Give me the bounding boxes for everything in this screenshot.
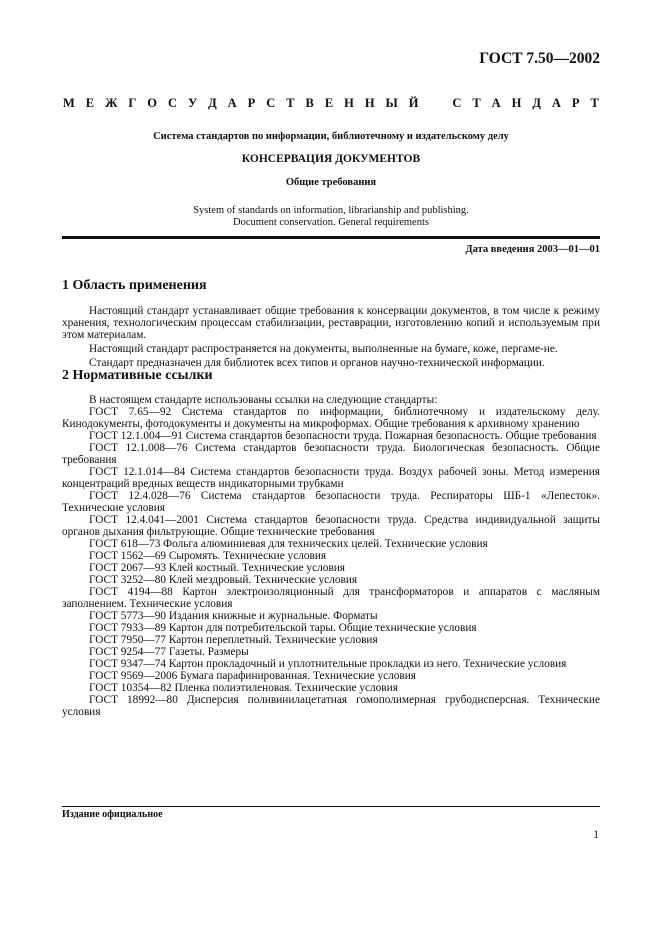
- banner-letter: Е: [324, 96, 334, 110]
- banner-letter: У: [187, 96, 198, 110]
- banner-letter: Е: [85, 96, 95, 110]
- document-subtitle: Общие требования: [285, 177, 377, 188]
- normative-reference-item: ГОСТ 18992—80 Дисперсия поливинилацетатная гомополимерная грубодисперсная. Технические условия: [62, 694, 600, 718]
- banner-letter: А: [491, 96, 501, 110]
- normative-reference-item: ГОСТ 12.1.008—76 Система стандартов безопасности труда. Биологическая безопасность. Общие требования: [62, 442, 600, 466]
- section-1-body: [62, 305, 600, 369]
- banner-letter: А: [227, 96, 237, 110]
- title-divider: [62, 236, 600, 239]
- banner-letter: Ж: [105, 96, 118, 110]
- section-2-heading: 2 Нормативные ссылки: [62, 368, 213, 383]
- section-1-paragraph: Настоящий стандарт распространяется на документы, выполненные на бумаге, коже, пергаме-не.: [89, 343, 558, 355]
- introduction-date: Дата введения 2003—01—01: [465, 244, 600, 255]
- banner-letter: Й: [408, 96, 419, 110]
- banner-letter: Ы: [385, 96, 398, 110]
- normative-reference-item: ГОСТ 12.1.004—91 Система стандартов безопасности труда. Пожарная безопасность. Общие требования: [89, 430, 597, 442]
- document-title: КОНСЕРВАЦИЯ ДОКУМЕНТОВ: [241, 153, 421, 165]
- normative-reference-item: ГОСТ 5773—90 Издания книжные и журнальные. Форматы: [89, 610, 378, 622]
- normative-reference-item: ГОСТ 10354—82 Пленка полиэтиленовая. Технические условия: [89, 682, 398, 694]
- banner-letter: Д: [208, 96, 217, 110]
- normative-reference-item: ГОСТ 9254—77 Газеты. Размеры: [89, 646, 249, 658]
- section-1-heading: 1 Область применения: [62, 278, 207, 293]
- normative-reference-item: ГОСТ 7.65—92 Система стандартов по информации, библиотечному и издательскому делу. Кинодокументы, фотодокументы и документы на микроформах. Общие требования к архивному хранению: [62, 406, 600, 430]
- english-title-line-2: Document conservation. General requirements: [233, 217, 429, 228]
- banner-gap: [429, 96, 441, 111]
- normative-reference-item: ГОСТ 1562—69 Сыромять. Технические условия: [89, 550, 327, 562]
- banner-letter: С: [266, 96, 276, 110]
- document-code: ГОСТ 7.50—2002: [479, 50, 600, 67]
- normative-reference-item: ГОСТ 3252—80 Клей мездровый. Технические условия: [89, 574, 358, 586]
- standards-series-title: Система стандартов по информации, библиотечному и издательскому делу: [153, 131, 509, 142]
- banner-letter: М: [63, 96, 75, 110]
- banner-letter: С: [167, 96, 178, 110]
- banner-letter: О: [147, 96, 158, 110]
- banner-letter: Т: [286, 96, 295, 110]
- official-edition-label: Издание официальное: [62, 809, 163, 820]
- banner-letter: Г: [128, 96, 137, 110]
- english-title-line-1: System of standards on information, librarianship and publishing.: [193, 205, 469, 216]
- banner-letter: А: [551, 96, 561, 110]
- banner-letter: Р: [571, 96, 580, 110]
- section-2-body: [62, 394, 600, 718]
- section-1-paragraph: Настоящий стандарт устанавливает общие требования к консервации документов, в том числе к режиму хранения, технологическим процессам стабилизации, реставрации, изготовлению копий и используемым при этом материалам.: [62, 305, 600, 341]
- banner-letter: Т: [590, 96, 599, 110]
- banner-letter: Т: [472, 96, 481, 110]
- page-number: 1: [593, 829, 599, 841]
- banner-letter: В: [305, 96, 314, 110]
- normative-reference-item: ГОСТ 4194—88 Картон электроизоляционный для трансформаторов и аппаратов с масляным заполнением. Технические условия: [62, 586, 600, 610]
- interstate-standard-banner: [63, 96, 599, 111]
- normative-reference-item: ГОСТ 12.1.014—84 Система стандартов безопасности труда. Воздух рабочей зоны. Метод измерения концентраций вредных веществ индикаторными трубками: [62, 466, 600, 490]
- section-1-paragraph: Стандарт предназначен для библиотек всех типов и органов научно-технической информации.: [89, 357, 545, 369]
- banner-letter: Н: [511, 96, 522, 110]
- normative-reference-item: ГОСТ 9347—74 Картон прокладочный и уплотнительные прокладки из него. Технические условия: [89, 658, 567, 670]
- banner-letter: Н: [344, 96, 354, 110]
- banner-letter: С: [452, 96, 462, 110]
- normative-reference-item: ГОСТ 7933—89 Картон для потребительской тары. Общие технические условия: [89, 622, 477, 634]
- normative-reference-item: ГОСТ 618—73 Фольга алюминиевая для технических целей. Технические условия: [89, 538, 488, 550]
- normative-reference-item: ГОСТ 2067—93 Клей костный. Технические условия: [89, 562, 345, 574]
- normative-reference-item: ГОСТ 12.4.041—2001 Система стандартов безопасности труда. Средства индивидуальной защиты органов дыхания фильтрующие. Общие технические требования: [62, 514, 600, 538]
- normative-reference-item: ГОСТ 9569—2006 Бумага парафинированная. Технические условия: [89, 670, 416, 682]
- banner-letter: Н: [364, 96, 375, 110]
- normative-reference-item: В настоящем стандарте использованы ссылки на следующие стандарты:: [89, 394, 438, 406]
- normative-reference-item: ГОСТ 7950—77 Картон переплетный. Технические условия: [89, 634, 378, 646]
- footer-divider: [62, 806, 600, 807]
- normative-reference-item: ГОСТ 12.4.028—76 Система стандартов безопасности труда. Респираторы ШБ-1 «Лепесток». Технические условия: [62, 490, 600, 514]
- banner-letter: Д: [532, 96, 541, 110]
- banner-letter: Р: [247, 96, 256, 110]
